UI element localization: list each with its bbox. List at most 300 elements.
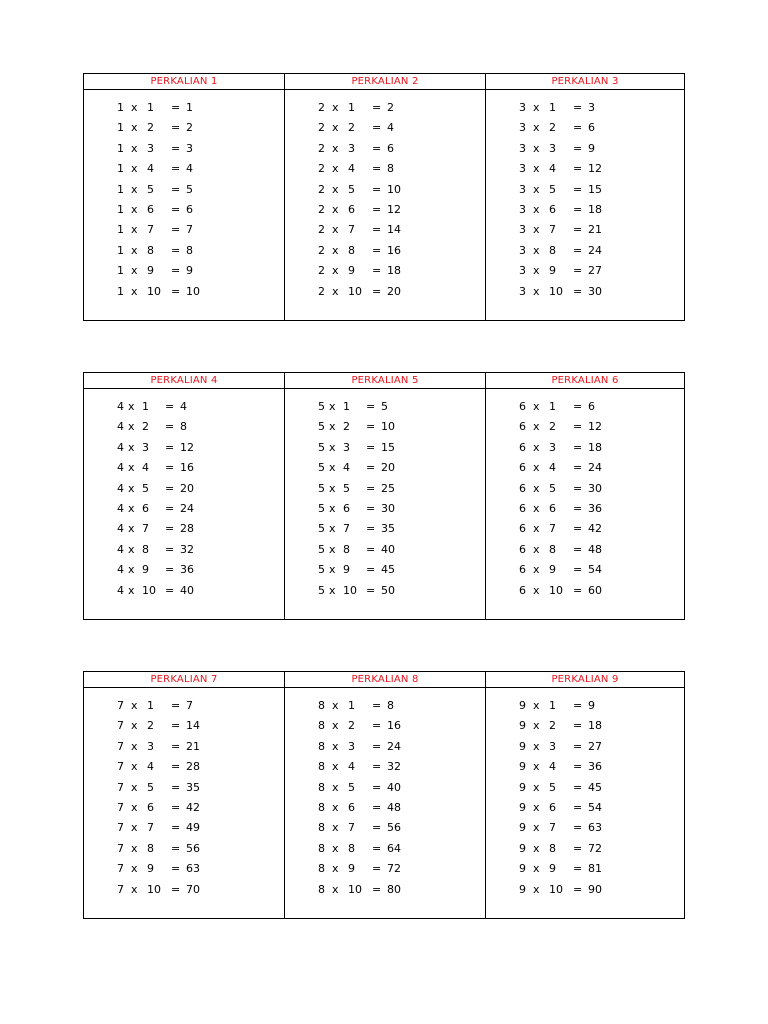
multiplicand: 7 <box>117 699 124 712</box>
multiplicand: 9 <box>519 882 526 896</box>
multiplicand: 7 <box>117 739 124 753</box>
multiplier: 7 <box>147 821 154 835</box>
multiplier: 5 <box>147 182 154 196</box>
table-title: PERKALIAN 3 <box>486 74 684 90</box>
product: 16 <box>180 461 194 475</box>
equals-sign: = <box>165 501 175 515</box>
product: 24 <box>180 501 194 515</box>
multiplicand: 3 <box>519 182 526 196</box>
product: 70 <box>186 882 200 896</box>
equals-sign: = <box>372 780 382 794</box>
multiplier: 3 <box>348 141 355 155</box>
multiplicand: 1 <box>117 202 124 216</box>
multiplicand: 5 <box>318 542 325 556</box>
product: 14 <box>186 719 200 733</box>
table-row <box>84 718 284 738</box>
multiplier: 8 <box>549 841 556 855</box>
product: 2 <box>186 121 193 135</box>
multiplier: 4 <box>549 162 556 176</box>
product: 18 <box>588 719 602 733</box>
table-row <box>84 141 284 161</box>
equals-sign: = <box>573 760 583 774</box>
multiplicand: 2 <box>318 141 325 155</box>
table-row <box>285 759 485 779</box>
times-sign: x <box>128 461 135 475</box>
times-sign: x <box>533 243 540 257</box>
product: 1 <box>186 101 193 114</box>
table-row <box>486 583 684 603</box>
multiplier: 8 <box>147 243 154 257</box>
product: 60 <box>588 583 602 597</box>
multiplicand: 3 <box>519 162 526 176</box>
product: 50 <box>381 583 395 597</box>
times-sign: x <box>533 542 540 556</box>
multiplicand: 5 <box>318 583 325 597</box>
times-sign: x <box>131 699 138 712</box>
table-row <box>285 800 485 820</box>
table-row <box>486 440 684 460</box>
times-sign: x <box>128 563 135 577</box>
multiplier: 7 <box>549 821 556 835</box>
multiplier: 4 <box>147 162 154 176</box>
product: 18 <box>387 264 401 278</box>
multiplicand: 5 <box>318 481 325 495</box>
table-row <box>486 120 684 140</box>
product: 8 <box>387 699 394 712</box>
product: 6 <box>387 141 394 155</box>
multiplicand: 8 <box>318 821 325 835</box>
table-row <box>486 243 684 263</box>
multiplier: 6 <box>549 800 556 814</box>
product: 7 <box>186 699 193 712</box>
table-row <box>486 202 684 222</box>
equals-sign: = <box>171 780 181 794</box>
times-table-7 <box>84 672 284 918</box>
equals-sign: = <box>366 501 376 515</box>
product: 2 <box>387 101 394 114</box>
multiplicand: 9 <box>519 719 526 733</box>
times-sign: x <box>131 101 138 114</box>
table-row <box>285 100 485 120</box>
equals-sign: = <box>372 162 382 176</box>
multiplier: 3 <box>549 739 556 753</box>
equals-sign: = <box>372 101 382 114</box>
multiplicand: 3 <box>519 223 526 237</box>
equals-sign: = <box>573 542 583 556</box>
table-row <box>285 521 485 541</box>
multiplicand: 3 <box>519 284 526 298</box>
times-sign: x <box>131 760 138 774</box>
times-sign: x <box>533 182 540 196</box>
equals-sign: = <box>573 719 583 733</box>
equals-sign: = <box>372 264 382 278</box>
equals-sign: = <box>573 882 583 896</box>
table-rows <box>285 698 485 902</box>
multiplicand: 8 <box>318 760 325 774</box>
table-rows <box>84 698 284 902</box>
product: 3 <box>186 141 193 155</box>
times-sign: x <box>533 699 540 712</box>
times-sign: x <box>533 420 540 434</box>
product: 8 <box>186 243 193 257</box>
multiplier: 9 <box>147 264 154 278</box>
multiplicand: 9 <box>519 760 526 774</box>
multiplier: 6 <box>343 501 350 515</box>
product: 15 <box>381 440 395 454</box>
equals-sign: = <box>165 481 175 495</box>
times-sign: x <box>332 141 339 155</box>
equals-sign: = <box>171 243 181 257</box>
table-row <box>84 521 284 541</box>
multiplier: 9 <box>147 862 154 876</box>
table-row <box>84 861 284 881</box>
table-row <box>486 141 684 161</box>
multiplicand: 4 <box>117 583 124 597</box>
product: 63 <box>186 862 200 876</box>
multiplicand: 7 <box>117 821 124 835</box>
times-sign: x <box>329 542 336 556</box>
multiplier: 7 <box>147 223 154 237</box>
times-sign: x <box>128 400 135 413</box>
multiplicand: 1 <box>117 182 124 196</box>
multiplier: 3 <box>549 440 556 454</box>
equals-sign: = <box>366 481 376 495</box>
table-row <box>84 460 284 480</box>
equals-sign: = <box>165 461 175 475</box>
equals-sign: = <box>573 841 583 855</box>
equals-sign: = <box>372 223 382 237</box>
table-row <box>285 243 485 263</box>
multiplier: 1 <box>147 101 154 114</box>
times-sign: x <box>332 223 339 237</box>
times-sign: x <box>128 420 135 434</box>
multiplicand: 3 <box>519 202 526 216</box>
multiplicand: 9 <box>519 739 526 753</box>
table-row <box>486 182 684 202</box>
multiplier: 8 <box>343 542 350 556</box>
multiplicand: 6 <box>519 583 526 597</box>
equals-sign: = <box>171 821 181 835</box>
equals-sign: = <box>573 800 583 814</box>
multiplier: 5 <box>147 780 154 794</box>
times-sign: x <box>329 440 336 454</box>
multiplicand: 7 <box>117 800 124 814</box>
multiplicand: 3 <box>519 243 526 257</box>
equals-sign: = <box>372 882 382 896</box>
product: 72 <box>588 841 602 855</box>
table-row <box>84 780 284 800</box>
table-row <box>285 284 485 304</box>
multiplier: 6 <box>147 800 154 814</box>
equals-sign: = <box>366 563 376 577</box>
multiplicand: 4 <box>117 420 124 434</box>
times-sign: x <box>533 202 540 216</box>
multiplier: 8 <box>348 841 355 855</box>
times-sign: x <box>131 202 138 216</box>
table-title: PERKALIAN 4 <box>84 373 284 389</box>
multiplier: 1 <box>348 699 355 712</box>
times-sign: x <box>332 760 339 774</box>
multiplicand: 1 <box>117 223 124 237</box>
multiplicand: 4 <box>117 440 124 454</box>
product: 40 <box>387 780 401 794</box>
multiplier: 3 <box>142 440 149 454</box>
equals-sign: = <box>573 563 583 577</box>
product: 49 <box>186 821 200 835</box>
table-row <box>285 202 485 222</box>
table-row <box>84 800 284 820</box>
product: 32 <box>387 760 401 774</box>
times-sign: x <box>332 882 339 896</box>
multiplier: 4 <box>147 760 154 774</box>
times-sign: x <box>128 542 135 556</box>
times-sign: x <box>131 719 138 733</box>
table-row <box>285 562 485 582</box>
product: 40 <box>180 583 194 597</box>
table-row <box>285 182 485 202</box>
times-sign: x <box>128 440 135 454</box>
product: 21 <box>588 223 602 237</box>
multiplicand: 2 <box>318 243 325 257</box>
multiplier: 5 <box>348 780 355 794</box>
table-row <box>285 841 485 861</box>
product: 27 <box>588 264 602 278</box>
times-sign: x <box>128 583 135 597</box>
times-sign: x <box>533 440 540 454</box>
times-table-1 <box>84 74 284 320</box>
times-sign: x <box>533 101 540 114</box>
table-row <box>285 263 485 283</box>
table-row <box>285 583 485 603</box>
equals-sign: = <box>171 162 181 176</box>
product: 14 <box>387 223 401 237</box>
equals-sign: = <box>165 420 175 434</box>
times-sign: x <box>329 461 336 475</box>
equals-sign: = <box>171 862 181 876</box>
product: 30 <box>588 284 602 298</box>
multiplicand: 4 <box>117 522 124 536</box>
product: 7 <box>186 223 193 237</box>
equals-sign: = <box>171 264 181 278</box>
times-sign: x <box>131 141 138 155</box>
table-row <box>486 861 684 881</box>
table-title: PERKALIAN 5 <box>285 373 485 389</box>
multiplicand: 3 <box>519 141 526 155</box>
equals-sign: = <box>573 440 583 454</box>
times-table-2 <box>284 74 485 320</box>
times-sign: x <box>332 699 339 712</box>
multiplicand: 6 <box>519 400 526 413</box>
equals-sign: = <box>372 699 382 712</box>
equals-sign: = <box>171 223 181 237</box>
product: 90 <box>588 882 602 896</box>
times-sign: x <box>332 121 339 135</box>
multiplier: 9 <box>348 264 355 278</box>
product: 54 <box>588 800 602 814</box>
times-sign: x <box>332 182 339 196</box>
equals-sign: = <box>366 583 376 597</box>
table-row <box>486 284 684 304</box>
multiplier: 10 <box>348 284 362 298</box>
multiplicand: 5 <box>318 563 325 577</box>
multiplicand: 6 <box>519 420 526 434</box>
multiplicand: 1 <box>117 121 124 135</box>
product: 25 <box>381 481 395 495</box>
times-sign: x <box>533 821 540 835</box>
equals-sign: = <box>573 223 583 237</box>
times-sign: x <box>332 101 339 114</box>
multiplicand: 2 <box>318 121 325 135</box>
times-sign: x <box>533 862 540 876</box>
multiplicand: 5 <box>318 522 325 536</box>
multiplicand: 7 <box>117 760 124 774</box>
multiplier: 2 <box>348 121 355 135</box>
multiplicand: 9 <box>519 841 526 855</box>
multiplicand: 6 <box>519 522 526 536</box>
multiplicand: 5 <box>318 400 325 413</box>
product: 24 <box>588 243 602 257</box>
equals-sign: = <box>171 284 181 298</box>
multiplicand: 5 <box>318 501 325 515</box>
equals-sign: = <box>573 862 583 876</box>
multiplicand: 3 <box>519 121 526 135</box>
table-row <box>84 440 284 460</box>
equals-sign: = <box>165 542 175 556</box>
table-row <box>486 820 684 840</box>
times-sign: x <box>533 121 540 135</box>
times-sign: x <box>533 264 540 278</box>
equals-sign: = <box>372 841 382 855</box>
product: 80 <box>387 882 401 896</box>
product: 54 <box>588 563 602 577</box>
times-sign: x <box>332 862 339 876</box>
multiplier: 2 <box>549 420 556 434</box>
equals-sign: = <box>171 719 181 733</box>
table-row <box>84 182 284 202</box>
multiplicand: 6 <box>519 563 526 577</box>
multiplicand: 8 <box>318 699 325 712</box>
equals-sign: = <box>171 739 181 753</box>
multiplier: 1 <box>549 101 556 114</box>
multiplicand: 4 <box>117 501 124 515</box>
table-row <box>486 800 684 820</box>
product: 48 <box>588 542 602 556</box>
multiplier: 8 <box>142 542 149 556</box>
product: 64 <box>387 841 401 855</box>
product: 24 <box>387 739 401 753</box>
equals-sign: = <box>573 461 583 475</box>
table-row <box>84 419 284 439</box>
table-title: PERKALIAN 9 <box>486 672 684 688</box>
multiplier: 9 <box>142 563 149 577</box>
table-row <box>84 841 284 861</box>
product: 35 <box>381 522 395 536</box>
multiplier: 1 <box>549 400 556 413</box>
times-sign: x <box>131 162 138 176</box>
times-sign: x <box>128 481 135 495</box>
product: 56 <box>387 821 401 835</box>
equals-sign: = <box>366 440 376 454</box>
multiplier: 8 <box>147 841 154 855</box>
table-row <box>84 820 284 840</box>
times-sign: x <box>131 223 138 237</box>
table-row <box>285 460 485 480</box>
equals-sign: = <box>165 522 175 536</box>
equals-sign: = <box>573 522 583 536</box>
product: 36 <box>588 501 602 515</box>
table-row <box>84 263 284 283</box>
multiplier: 5 <box>549 780 556 794</box>
equals-sign: = <box>573 182 583 196</box>
table-row <box>84 542 284 562</box>
table-row <box>285 399 485 419</box>
times-sign: x <box>332 841 339 855</box>
times-sign: x <box>533 461 540 475</box>
table-row <box>84 759 284 779</box>
table-rows <box>486 698 684 902</box>
table-row <box>84 501 284 521</box>
multiplier: 1 <box>348 101 355 114</box>
multiplier: 3 <box>549 141 556 155</box>
multiplicand: 3 <box>519 101 526 114</box>
multiplicand: 2 <box>318 264 325 278</box>
product: 18 <box>588 440 602 454</box>
product: 18 <box>588 202 602 216</box>
multiplier: 8 <box>549 542 556 556</box>
multiplicand: 9 <box>519 821 526 835</box>
times-sign: x <box>533 739 540 753</box>
equals-sign: = <box>372 862 382 876</box>
product: 20 <box>381 461 395 475</box>
equals-sign: = <box>573 420 583 434</box>
table-row <box>285 501 485 521</box>
table-row <box>486 100 684 120</box>
multiplicand: 9 <box>519 800 526 814</box>
equals-sign: = <box>372 141 382 155</box>
multiplicand: 4 <box>117 481 124 495</box>
multiplicand: 9 <box>519 699 526 712</box>
times-sign: x <box>533 223 540 237</box>
multiplier: 10 <box>348 882 362 896</box>
product: 35 <box>186 780 200 794</box>
equals-sign: = <box>573 481 583 495</box>
times-sign: x <box>131 739 138 753</box>
product: 56 <box>186 841 200 855</box>
equals-sign: = <box>573 739 583 753</box>
times-sign: x <box>332 780 339 794</box>
times-table-3 <box>485 74 684 320</box>
equals-sign: = <box>165 400 175 413</box>
table-row <box>285 861 485 881</box>
multiplier: 5 <box>348 182 355 196</box>
table-row <box>285 820 485 840</box>
multiplier: 6 <box>549 501 556 515</box>
times-sign: x <box>329 563 336 577</box>
times-table-4 <box>84 373 284 619</box>
times-sign: x <box>533 481 540 495</box>
multiplicand: 9 <box>519 780 526 794</box>
equals-sign: = <box>573 141 583 155</box>
multiplicand: 6 <box>519 542 526 556</box>
multiplier: 7 <box>549 223 556 237</box>
product: 32 <box>180 542 194 556</box>
equals-sign: = <box>573 264 583 278</box>
multiplicand: 5 <box>318 461 325 475</box>
multiplicand: 7 <box>117 719 124 733</box>
times-sign: x <box>332 719 339 733</box>
equals-sign: = <box>372 182 382 196</box>
product: 4 <box>387 121 394 135</box>
